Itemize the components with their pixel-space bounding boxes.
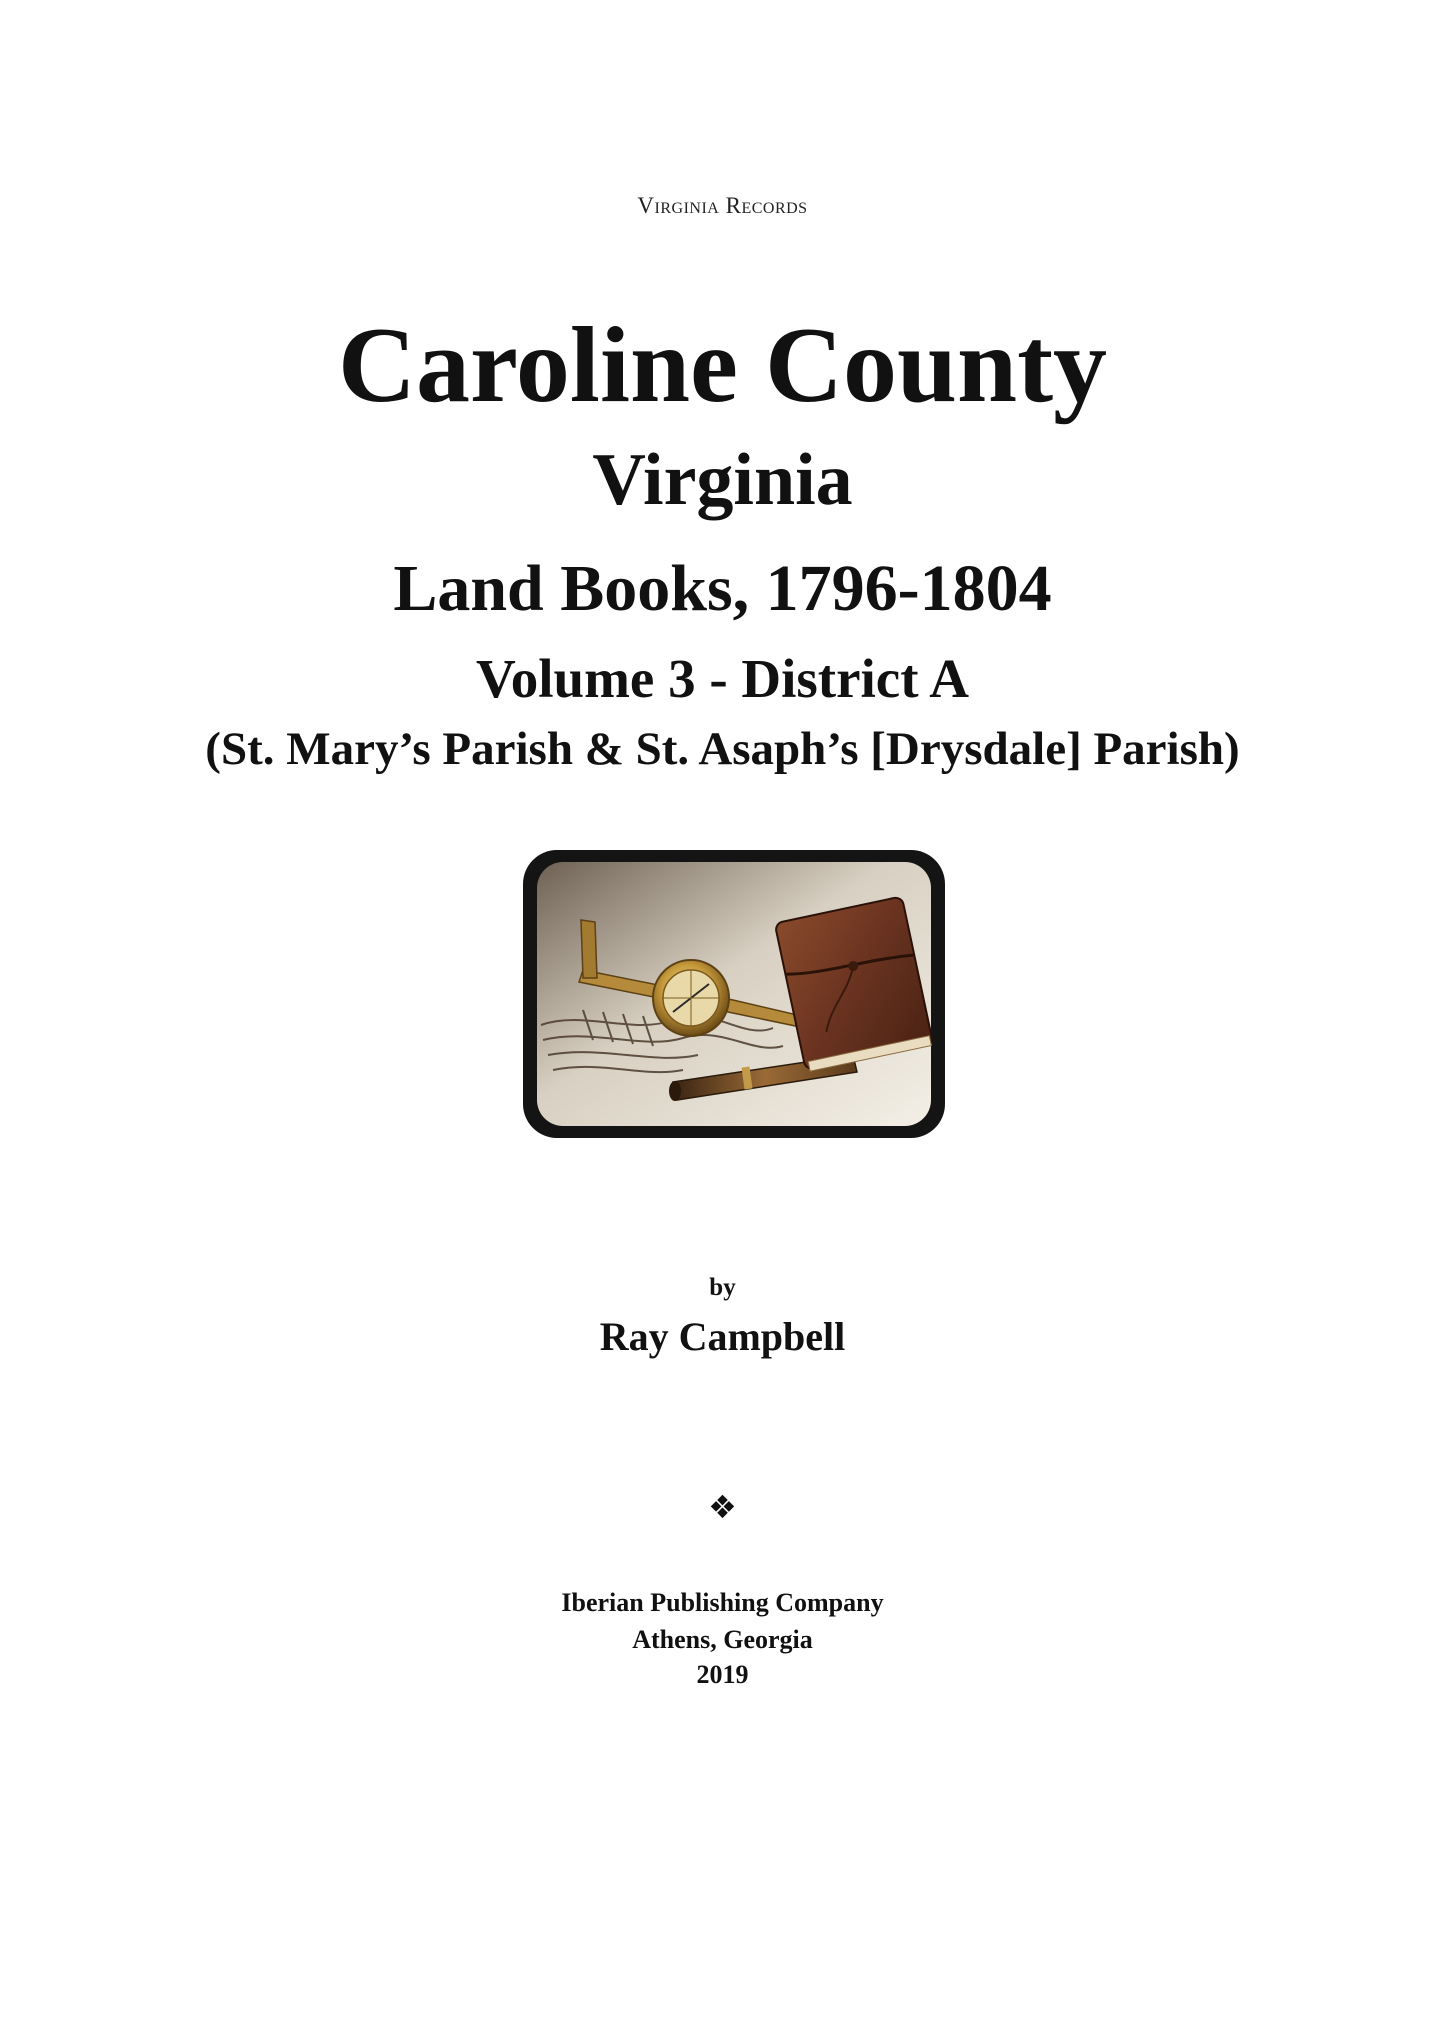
author-name: Ray Campbell	[599, 1314, 846, 1359]
compass-journal-image	[523, 850, 945, 1138]
byline-by: by	[709, 1274, 736, 1301]
cover-illustration	[523, 850, 945, 1138]
volume-label: Volume 3 - District A	[476, 648, 969, 709]
publication-year: 2019	[696, 1660, 749, 1689]
publisher-name: Iberian Publishing Company	[561, 1588, 884, 1617]
state-subtitle: Virginia	[592, 439, 853, 521]
publisher-location: Athens, Georgia	[632, 1625, 813, 1654]
book-title: Caroline County	[337, 306, 1108, 425]
series-label: Virginia Records	[637, 193, 808, 218]
parishes-label: (St. Mary’s Parish & St. Asaph’s [Drysdale] Parish)	[205, 723, 1240, 775]
ornament-icon: ❖	[708, 1488, 737, 1526]
land-books-subtitle: Land Books, 1796-1804	[393, 552, 1052, 625]
